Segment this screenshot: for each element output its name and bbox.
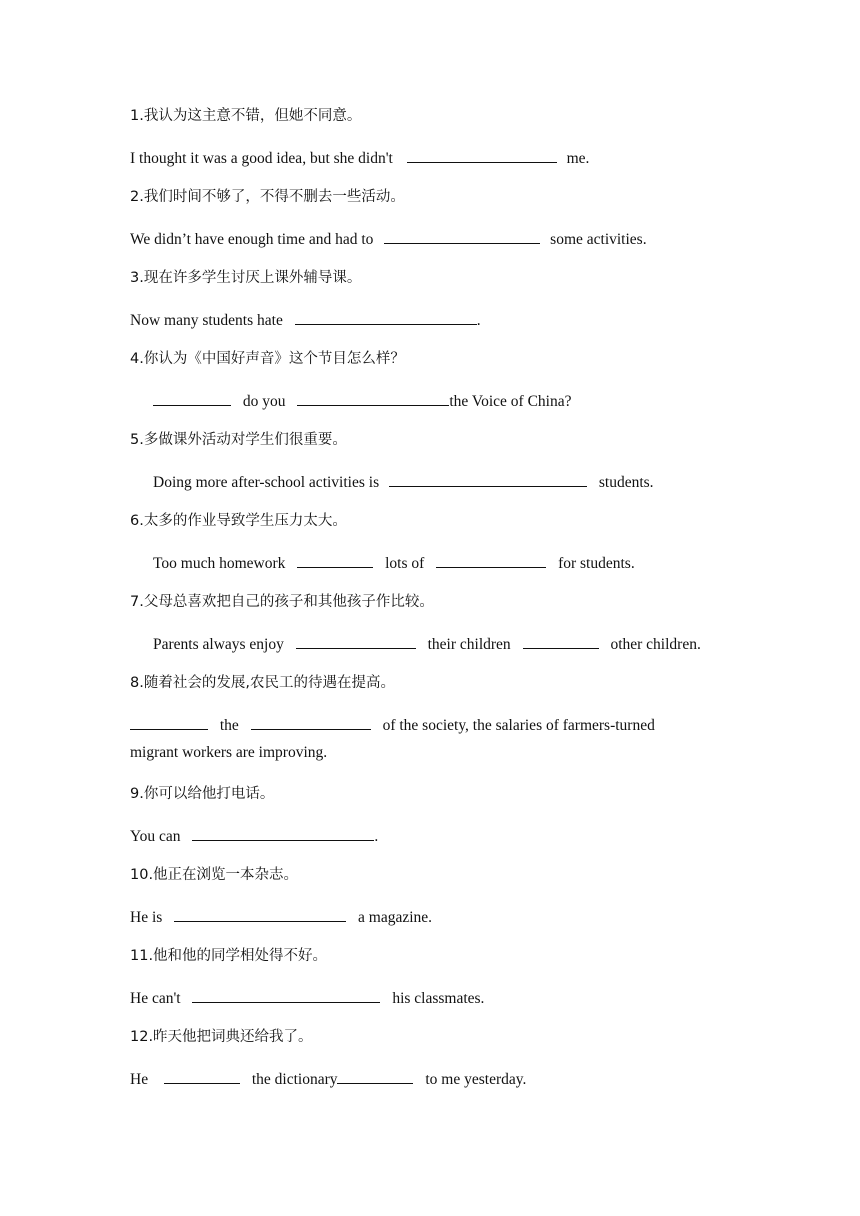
q7-blank-1[interactable] [296, 633, 416, 649]
q12-text-b: the dictionary [251, 1071, 338, 1088]
q2-blank[interactable] [384, 228, 540, 244]
q6-text-c: for students. [558, 555, 635, 572]
q6-text-a: Too much homework [153, 555, 286, 572]
q8-blank-1[interactable] [130, 714, 208, 730]
q1-english [130, 147, 589, 169]
q12-blank-1[interactable] [164, 1068, 240, 1084]
q8-english [130, 714, 655, 736]
q7-text-a: Parents always enjoy [153, 636, 284, 653]
q12-blank-2[interactable] [337, 1068, 413, 1084]
q3-text-b: . [476, 312, 481, 329]
q10-text-b: a magazine. [358, 909, 433, 926]
q11-chinese: 11.他和他的同学相处得不好。 [130, 948, 328, 964]
q11-text-a: He can't [130, 990, 181, 1007]
q9-english [130, 825, 378, 847]
q4-english [153, 390, 571, 412]
q2-chinese: 2.我们时间不够了，不得不删去一些活动。 [130, 189, 405, 205]
q2-english [130, 228, 647, 250]
q2-text-b: some activities. [550, 231, 647, 248]
q6-blank-1[interactable] [297, 552, 373, 568]
q10-blank[interactable] [174, 906, 346, 922]
q1-text-b: me. [566, 150, 590, 167]
q9-blank[interactable] [192, 825, 374, 841]
q7-english [153, 633, 701, 655]
q5-blank[interactable] [389, 471, 587, 487]
q5-english [153, 471, 654, 493]
q9-text-b: . [374, 828, 379, 845]
q7-chinese: 7.父母总喜欢把自己的孩子和其他孩子作比较。 [130, 594, 434, 610]
q10-chinese: 10.他正在浏览一本杂志。 [130, 867, 299, 883]
q1-chinese: 1.我认为这主意不错，但她不同意。 [130, 108, 362, 124]
q3-blank[interactable] [295, 309, 477, 325]
q6-text-b: lots of [385, 555, 425, 572]
q6-chinese: 6.太多的作业导致学生压力太大。 [130, 513, 347, 529]
q4-text-b: the Voice of China? [449, 393, 572, 410]
q9-text-a: You can [130, 828, 181, 845]
q12-text-a: He [130, 1071, 149, 1088]
q10-text-a: He is [130, 909, 163, 926]
q4-text-a: do you [242, 393, 286, 410]
q8-text-b: of the society, the salaries of farmers-turned [382, 717, 655, 734]
q3-chinese: 3.现在许多学生讨厌上课外辅导课。 [130, 270, 362, 286]
q7-text-b: their children [427, 636, 511, 653]
q5-chinese: 5.多做课外活动对学生们很重要。 [130, 432, 347, 448]
q6-english [153, 552, 635, 574]
q12-chinese: 12.昨天他把词典还给我了。 [130, 1029, 313, 1045]
q1-blank[interactable] [407, 147, 557, 163]
q3-text-a: Now many students hate [130, 312, 283, 329]
q11-text-b: his classmates. [392, 990, 485, 1007]
q7-text-c: other children. [610, 636, 701, 653]
q4-blank-1[interactable] [153, 390, 231, 406]
q8-blank-2[interactable] [251, 714, 371, 730]
q3-english [130, 309, 481, 331]
q5-text-b: students. [598, 474, 654, 491]
q9-chinese: 9.你可以给他打电话。 [130, 786, 275, 802]
q5-text-a: Doing more after-school activities is [153, 474, 380, 491]
q12-text-c: to me yesterday. [425, 1071, 527, 1088]
q10-english [130, 906, 432, 928]
q11-english [130, 987, 484, 1009]
q8-text-a: the [219, 717, 239, 734]
q7-blank-2[interactable] [523, 633, 599, 649]
q8-chinese: 8.随着社会的发展,农民工的待遇在提高。 [130, 675, 395, 691]
q6-blank-2[interactable] [436, 552, 546, 568]
q4-blank-2[interactable] [297, 390, 449, 406]
q4-chinese: 4.你认为《中国好声音》这个节目怎么样？ [130, 351, 405, 367]
q1-text-a: I thought it was a good idea, but she didn't [130, 150, 393, 167]
q11-blank[interactable] [192, 987, 380, 1003]
q12-english [130, 1068, 526, 1090]
q8-english-cont: migrant workers are improving. [130, 744, 328, 761]
q2-text-a: We didn’t have enough time and had to [130, 231, 374, 248]
